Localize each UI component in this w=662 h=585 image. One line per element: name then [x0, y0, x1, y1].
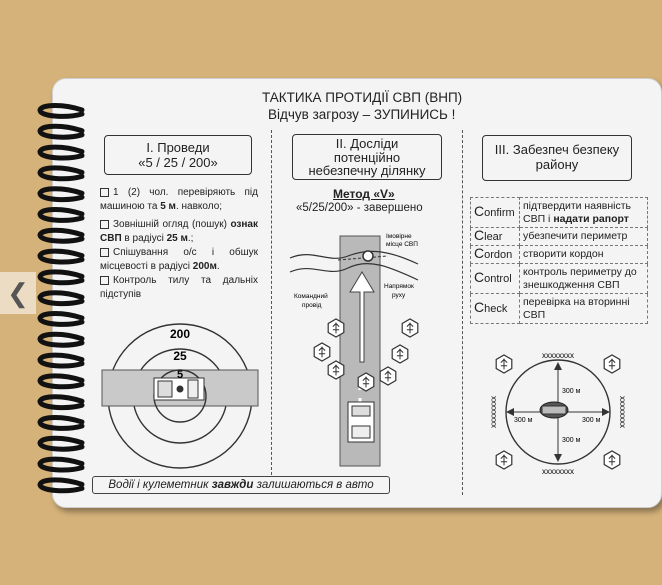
checkbox-square-icon — [100, 188, 109, 197]
soldier-hexagon-icon — [358, 373, 374, 391]
page-title: ТАКТИКА ПРОТИДІЇ СВП (ВНП) — [262, 90, 463, 105]
ring-label-5: 5 — [176, 369, 184, 381]
soldier-hexagon-icon — [328, 319, 344, 337]
text-run: в радіусі — [121, 233, 167, 244]
key-rest: ordon — [484, 249, 513, 261]
ring-label-25: 25 — [173, 349, 187, 363]
spiral-ring — [40, 459, 82, 470]
soldier-hexagon-icon — [604, 451, 620, 469]
checkbox-square-icon — [100, 276, 109, 285]
key-rest: ontrol — [484, 273, 512, 285]
section1-heading-line2: «5 / 25 / 200» — [138, 155, 218, 170]
label-wire-line2: провід — [302, 302, 322, 309]
text-run: Водії і кулеметник — [108, 479, 212, 491]
dist-bottom: 300 м — [562, 437, 581, 444]
bold-text: 200м — [192, 261, 217, 272]
five-c-row — [471, 228, 648, 246]
chevron-left-icon: ❮ — [7, 277, 29, 308]
prev-slide-button[interactable] — [0, 272, 36, 314]
spiral-ring — [40, 480, 82, 491]
key-rest: lear — [484, 231, 503, 243]
vehicle-icon — [348, 402, 374, 442]
text-run: Контроль тилу та дальніх підступів — [100, 275, 258, 300]
five-c-table — [470, 197, 648, 324]
text-run: Зовнішній огляд (пошук) — [113, 219, 231, 230]
cordon-diagram — [488, 350, 628, 478]
spiral-ring — [40, 438, 82, 449]
text-run: контроль периметру до знешкодження СВП — [523, 265, 637, 291]
five-c-desc — [520, 198, 648, 228]
dist-right: 300 м — [582, 417, 601, 424]
key-rest: onfirm — [484, 207, 515, 219]
soldier-hexagon-icon — [380, 367, 396, 385]
rings-diagram — [100, 322, 260, 472]
spiral-ring — [40, 376, 82, 387]
text-run: . — [216, 261, 220, 272]
text-run: перевірка на вторинні СВП — [523, 295, 630, 321]
five-c-key — [471, 246, 520, 264]
soldier-hexagon-icon — [392, 345, 408, 363]
text-run: Спішування о/с і обшук місцевості в радіусі — [100, 247, 258, 272]
soldier-hexagon-icon — [604, 355, 620, 373]
section1-heading — [104, 135, 252, 175]
spiral-ring — [40, 106, 82, 117]
five-c-desc — [520, 294, 648, 324]
cordon-mark-top: xxxxxxxx — [542, 351, 574, 360]
cordon-mark-bottom: xxxxxxxx — [542, 467, 574, 476]
key-initial: C — [474, 227, 485, 243]
section3-heading-line1: III. Забезпеч безпеку — [494, 142, 620, 157]
key-rest: heck — [484, 303, 508, 315]
label-probable-line2: місце СВП — [386, 241, 418, 248]
text-run: залишаються в авто — [253, 479, 374, 491]
bold-text: надати рапорт — [553, 212, 629, 225]
label-dir-line2: руху — [392, 292, 406, 299]
five-c-desc — [520, 228, 648, 246]
key-initial: C — [474, 269, 485, 285]
page-subtitle: Відчув загрозу – ЗУПИНИСЬ ! — [268, 107, 456, 122]
five-c-key — [471, 264, 520, 294]
method-title: Метод «V» — [333, 187, 395, 201]
five-c-desc — [520, 264, 648, 294]
section2-heading — [292, 134, 442, 180]
five-c-row — [471, 246, 648, 264]
spiral-ring — [40, 189, 82, 200]
column-divider-1 — [271, 130, 272, 475]
bold-text: ознак СВП — [100, 219, 258, 244]
text-run: убезпечити периметр — [523, 230, 628, 242]
spiral-ring — [40, 397, 82, 408]
ied-icon — [363, 251, 373, 261]
spiral-ring — [40, 355, 82, 366]
text-run: підтвердити наявність СВП і — [523, 199, 631, 225]
checkbox-square-icon — [100, 220, 109, 229]
bullet-item — [100, 246, 258, 274]
label-probable-line1: Імовірне — [386, 233, 412, 240]
section3-heading-line2: району — [535, 157, 579, 172]
spiral-ring — [40, 272, 82, 283]
key-initial: C — [474, 299, 485, 315]
bold-text: 25 м — [166, 233, 188, 244]
method-subtitle: «5/25/200» - завершено — [296, 202, 423, 214]
five-c-key — [471, 294, 520, 324]
text-run: створити кордон — [523, 248, 604, 260]
soldier-hexagon-icon — [496, 451, 512, 469]
spiral-ring — [40, 210, 82, 221]
five-c-row — [471, 264, 648, 294]
five-c-row — [471, 294, 648, 324]
bullet-item — [100, 186, 258, 214]
soldier-hexagon-icon — [314, 343, 330, 361]
section2-heading-line3: небезпечну ділянку — [308, 163, 426, 178]
soldier-hexagon-icon — [328, 361, 344, 379]
dist-top: 300 м — [562, 388, 581, 395]
spiral-ring — [40, 251, 82, 262]
text-run: 1 (2) чол. перевіряють під машиною та — [100, 187, 258, 212]
cordon-mark-left: xxxxxxxx — [489, 396, 498, 428]
column-divider-2 — [462, 130, 463, 495]
spiral-ring — [40, 126, 82, 137]
ring-label-200: 200 — [169, 327, 191, 341]
section3-heading — [482, 135, 632, 181]
footer-note — [92, 476, 390, 494]
bold-text: 5 м — [160, 201, 176, 212]
section1-heading-line1: I. Проведи — [146, 140, 210, 155]
vehicle-icon — [154, 378, 204, 400]
text-run: . навколо; — [175, 201, 223, 212]
section2-heading-line1: II. Досліди — [335, 136, 399, 151]
spiral-ring — [40, 334, 82, 345]
bullet-item — [100, 274, 258, 302]
five-c-key — [471, 198, 520, 228]
bullet-item — [100, 218, 258, 246]
spiral-ring — [40, 230, 82, 241]
bold-text: завжди — [211, 479, 254, 491]
checkbox-square-icon — [100, 248, 109, 257]
label-dir-line1: Напрямок — [384, 283, 414, 290]
spiral-ring — [40, 147, 82, 158]
dist-left: 300 м — [514, 417, 533, 424]
soldier-hexagon-icon — [496, 355, 512, 373]
spiral-ring — [40, 293, 82, 304]
spiral-ring — [40, 168, 82, 179]
section2-heading-line2: потенційно — [333, 149, 401, 165]
cordon-mark-right: xxxxxxxx — [618, 396, 627, 428]
five-c-desc — [520, 246, 648, 264]
soldier-hexagon-icon — [402, 319, 418, 337]
spiral-ring — [40, 314, 82, 325]
spiral-ring — [40, 418, 82, 429]
label-wire-line1: Командний — [294, 293, 328, 300]
five-c-row — [471, 198, 648, 228]
key-initial: C — [474, 203, 485, 219]
v-method-diagram — [288, 230, 458, 470]
text-run: .; — [187, 233, 194, 244]
spiral-binding-icon — [34, 96, 94, 496]
five-c-key — [471, 228, 520, 246]
key-initial: C — [474, 245, 485, 261]
